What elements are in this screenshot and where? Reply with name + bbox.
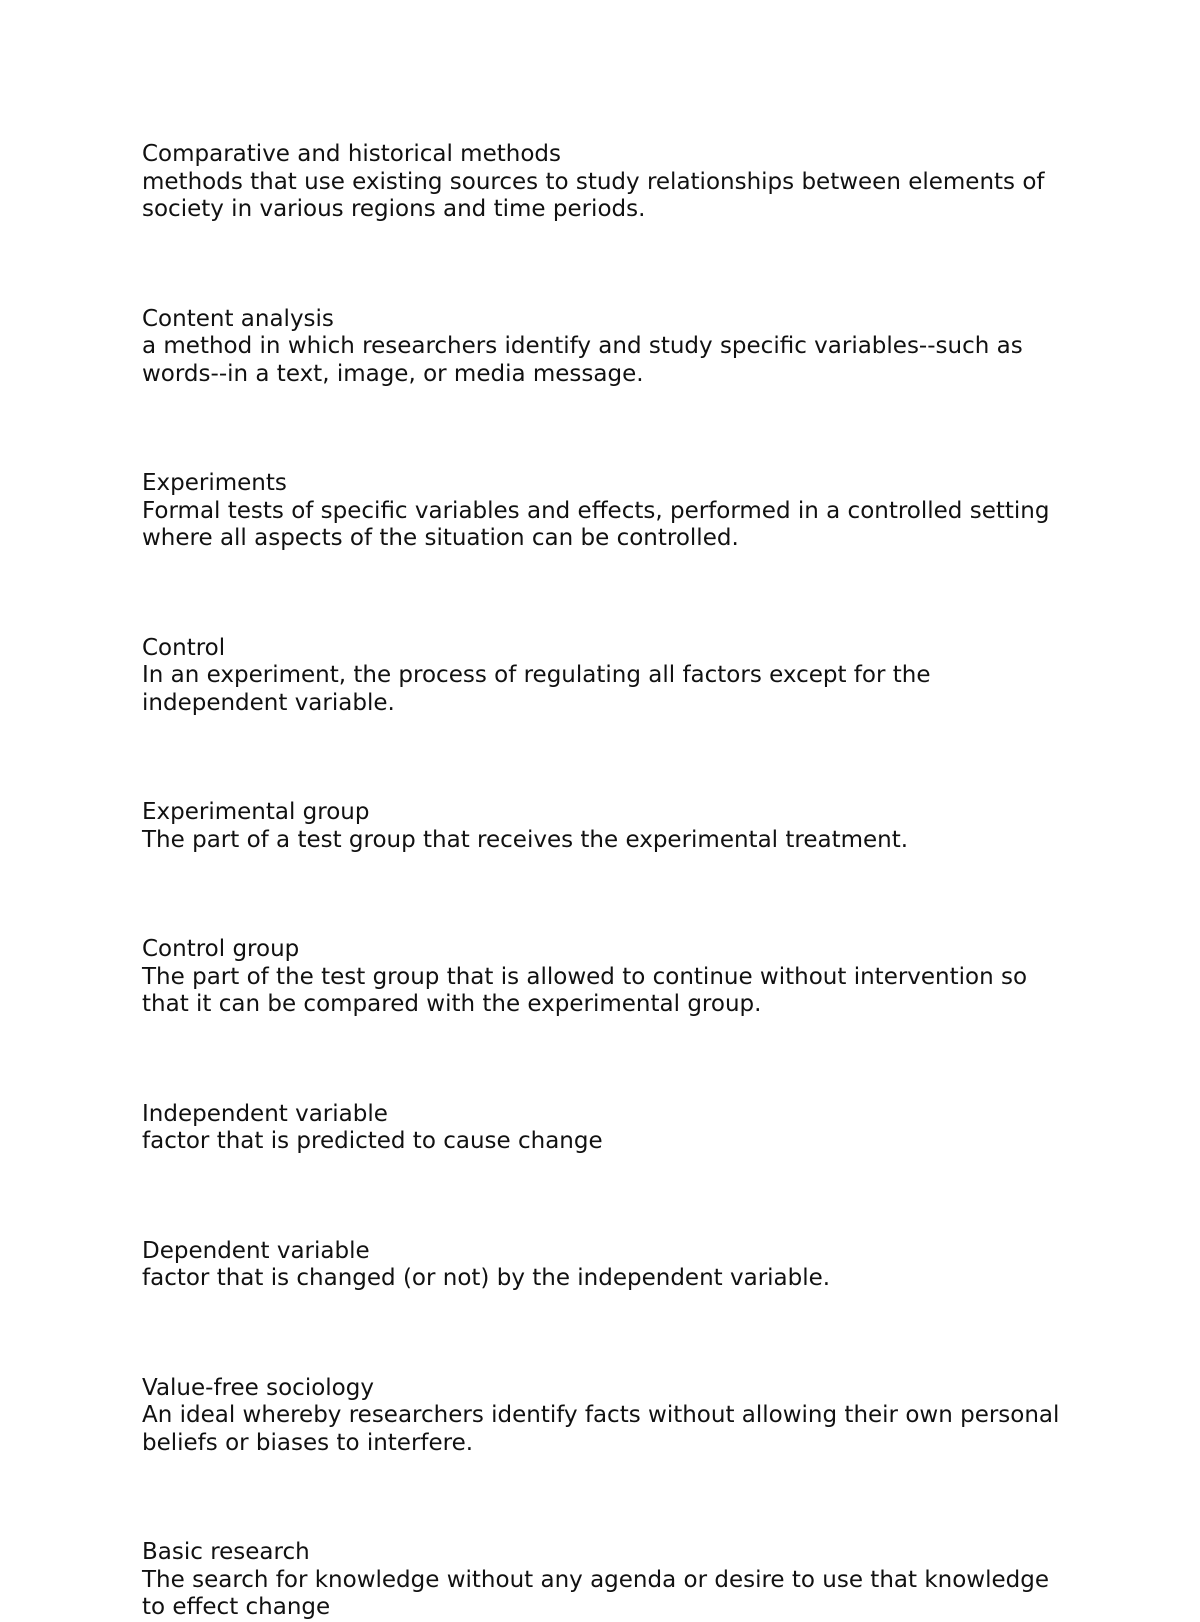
glossary-entry-experimental-group bbox=[142, 799, 1072, 854]
entry-definition: An ideal whereby researchers identify facts without allowing their own personal beliefs or biases to interfere. bbox=[142, 1402, 1060, 1456]
entry-definition: methods that use existing sources to study relationships between elements of society in various regions and time periods. bbox=[142, 168, 1045, 222]
entry-definition: In an experiment, the process of regulating all factors except for the independent variable. bbox=[142, 662, 931, 716]
glossary-entry-dependent-variable bbox=[142, 1238, 1072, 1293]
glossary-entry-value-free-sociology bbox=[142, 1375, 1072, 1458]
glossary-entry-experiments bbox=[142, 470, 1072, 553]
glossary-entry-independent-variable bbox=[142, 1101, 1072, 1156]
entry-spacer bbox=[142, 388, 1072, 470]
entry-term: Basic research bbox=[142, 1539, 310, 1565]
entry-term: Independent variable bbox=[142, 1100, 388, 1127]
entry-term: Dependent variable bbox=[142, 1237, 370, 1264]
entry-term: Value-free sociology bbox=[142, 1374, 374, 1401]
glossary-entry-control-group bbox=[142, 936, 1072, 1019]
entry-term: Control group bbox=[142, 936, 300, 962]
entry-term: Experiments bbox=[142, 470, 287, 496]
entry-spacer bbox=[142, 717, 1072, 799]
glossary-content bbox=[142, 141, 1072, 1622]
entry-definition: factor that is predicted to cause change bbox=[142, 1128, 603, 1154]
entry-spacer bbox=[142, 1156, 1072, 1238]
entry-definition: The search for knowledge without any agenda or desire to use that knowledge to effect change bbox=[142, 1566, 1049, 1620]
entry-definition: Formal tests of specific variables and effects, performed in a controlled setting where all aspects of the situation can be controlled. bbox=[142, 497, 1050, 551]
entry-spacer bbox=[142, 1293, 1072, 1375]
entry-definition: factor that is changed (or not) by the independent variable. bbox=[142, 1265, 831, 1291]
entry-definition: The part of the test group that is allowed to continue without intervention so that it can be compared with the experimental group. bbox=[142, 963, 1028, 1017]
entry-term: Control bbox=[142, 634, 226, 661]
entry-spacer bbox=[142, 1019, 1072, 1101]
entry-term: Content analysis bbox=[142, 305, 334, 332]
entry-term: Experimental group bbox=[142, 799, 370, 825]
entry-definition: The part of a test group that receives the experimental treatment. bbox=[142, 826, 909, 853]
glossary-entry-control bbox=[142, 635, 1072, 718]
entry-term: Comparative and historical methods bbox=[142, 141, 561, 167]
entry-spacer bbox=[142, 854, 1072, 936]
glossary-entry-comparative-historical bbox=[142, 141, 1072, 224]
entry-spacer bbox=[142, 1457, 1072, 1539]
entry-definition: a method in which researchers identify and study specific variables--such as words--in a text, image, or media message. bbox=[142, 333, 1023, 387]
entry-spacer bbox=[142, 224, 1072, 306]
glossary-entry-content-analysis bbox=[142, 306, 1072, 389]
entry-spacer bbox=[142, 553, 1072, 635]
glossary-entry-basic-research bbox=[142, 1539, 1072, 1622]
